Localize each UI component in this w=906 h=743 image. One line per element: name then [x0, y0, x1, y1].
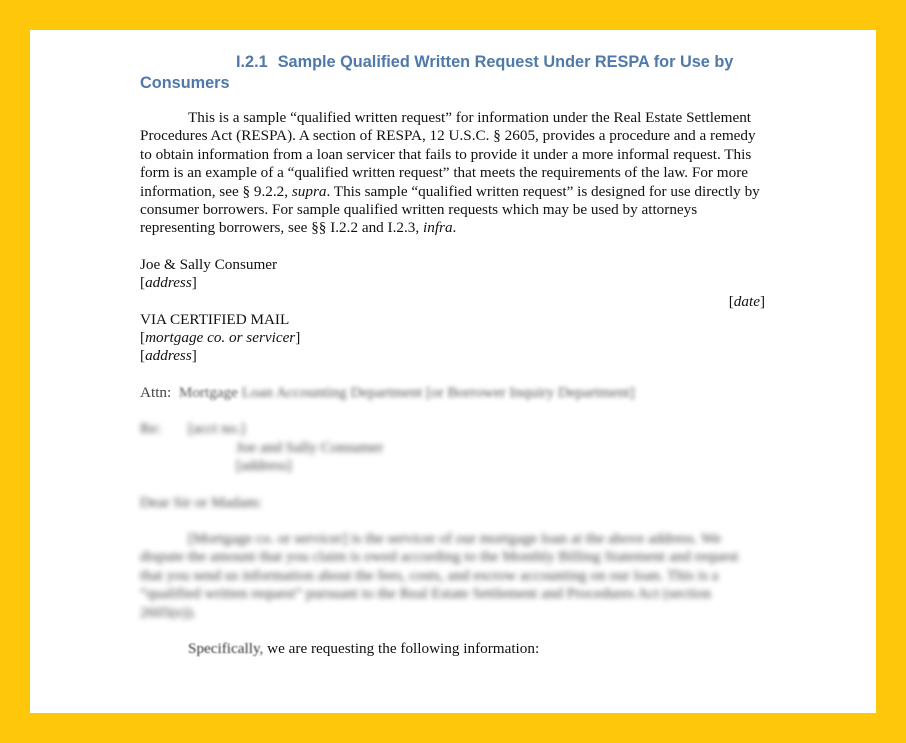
recipient-address: [address]	[140, 347, 197, 365]
re-address: [address]	[236, 457, 292, 475]
intro-paragraph	[140, 109, 765, 238]
intro-supra: supra	[291, 182, 327, 200]
sender-name: Joe & Sally Consumer	[140, 255, 278, 273]
re-names: Joe and Sally Consumer	[236, 438, 384, 456]
document-page	[30, 30, 876, 713]
recipient-company: [mortgage co. or servicer]	[140, 329, 301, 347]
attn-line: Attn: Mortgage Loan Accounting Department [or Borrower Inquiry Department]	[140, 383, 635, 401]
intro-infra: infra	[423, 219, 453, 237]
delivery-method: VIA CERTIFIED MAIL	[140, 310, 290, 328]
section-heading	[140, 52, 765, 94]
document-content	[140, 52, 765, 658]
re-line: Re: [acct no.]	[140, 420, 246, 438]
intro-text-3: .	[452, 219, 457, 237]
section-number: I.2.1	[236, 53, 268, 71]
sender-address: [address]	[140, 274, 197, 292]
closing-line: Specifically, we are requesting the following information:	[188, 639, 540, 657]
intro-text-1: This is a sample “qualified written request” for information under the Real Estate Settlement Procedures Act (RESPA). A section of RESPA, 12 U.S.C. § 2605, provides a procedure and a remedy to obtain information from a loan servicer that fails to provide it under a more informal request. This form is an example of a “qualified written request” that meets the requirements of the law. For more information, see § 9.2.2,	[140, 109, 756, 200]
intro-text-2: . This sample “qualified written request” is designed for use directly by consumer borrowers. For sample qualified written requests which may be used by attorneys representing borrowers, see §§ I.2.2 and I.2.3,	[140, 182, 760, 237]
salutation: Dear Sir or Madam:	[140, 493, 262, 511]
date-placeholder: [date]	[728, 292, 765, 310]
section-title: Sample Qualified Written Request Under RESPA for Use by Consumers	[140, 53, 734, 92]
body-paragraph: [Mortgage co. or servicer] is the servicer of our mortgage loan at the above address. We dispute the amount that you claim is owed according to the Monthly Billing Statement and request that you send us information about the fees, costs, and escrow accounting on our loan. This is a “qualified written request” pursuant to the Real Estate Settlement and Procedures Act (section 2605(e)).	[140, 529, 739, 621]
